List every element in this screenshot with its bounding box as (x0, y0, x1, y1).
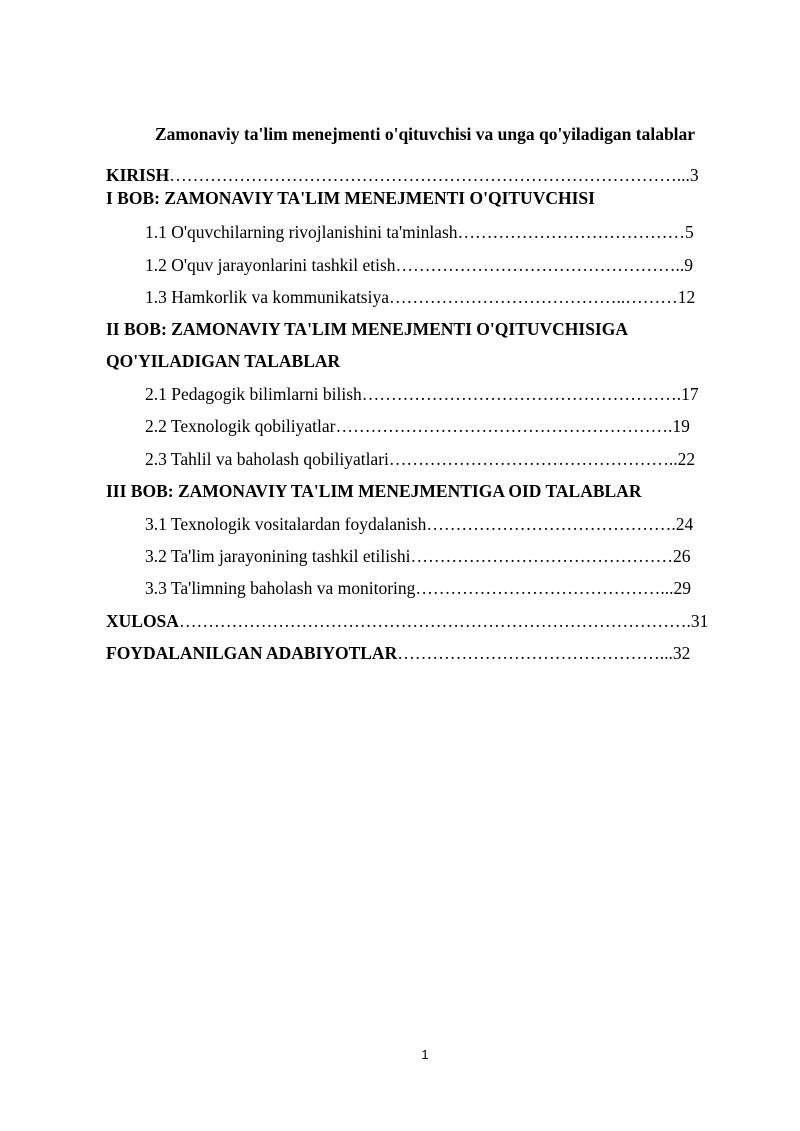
toc-entry-adabiyotlar (106, 642, 690, 664)
toc-entry-label: FOYDALANILGAN ADABIYOTLAR (106, 643, 398, 663)
toc-entry-2-2: 2.2 Texnologik qobiliyatlar………………………………………………….19 (145, 416, 690, 436)
toc-entry-leader: ………………………………………...32 (397, 643, 691, 663)
toc-chapter-2: II BOB: ZAMONAVIY TA'LIM MENEJMENTI O'QITUVCHISIGA (106, 319, 628, 339)
toc-entry-label: KIRISH (106, 165, 170, 185)
toc-entry-3-2: 3.2 Ta'lim jarayonining tashkil etilishi………………………………………26 (145, 546, 691, 566)
toc-chapter-1: I BOB: ZAMONAVIY TA'LIM MENEJMENTI O'QITUVCHISI (106, 188, 595, 208)
toc-entry-label: XULOSA (106, 611, 179, 631)
document-title: Zamonaviy ta'lim menejmenti o'qituvchisi va unga qo'yiladigan talablar (154, 124, 696, 144)
toc-chapter-3: III BOB: ZAMONAVIY TA'LIM MENEJMENTIGA OID TALABLAR (106, 481, 642, 501)
toc-entry-2-1: 2.1 Pedagogik bilimlarni bilish……………………………………………….17 (145, 384, 699, 404)
toc-chapter-2-cont: QO'YILADIGAN TALABLAR (106, 351, 341, 371)
toc-entry-3-1: 3.1 Texnologik vositalardan foydalanish…………………………………….24 (145, 514, 694, 534)
toc-entry-1-2: 1.2 O'quv jarayonlarini tashkil etish…………………………………………..9 (145, 255, 694, 275)
toc-entry-kirish (106, 164, 699, 186)
page-number: 1 (421, 1047, 429, 1062)
toc-entry-1-1: 1.1 O'quvchilarning rivojlanishini ta'minlash…………………………………5 (145, 222, 694, 242)
toc-entry-3-3: 3.3 Ta'limning baholash va monitoring……………………………………...29 (145, 578, 692, 598)
toc-entry-2-3: 2.3 Tahlil va baholash qobiliyatlari…………………………………………..22 (145, 449, 696, 469)
toc-entry-leader: …………………………………………………………………………….31 (178, 611, 709, 631)
toc-entry-xulosa (106, 610, 708, 632)
toc-entry-1-3: 1.3 Hamkorlik va kommunikatsiya…………………………………..………12 (145, 287, 696, 307)
toc-entry-leader: ……………………………………………………………………………...3 (169, 165, 699, 185)
